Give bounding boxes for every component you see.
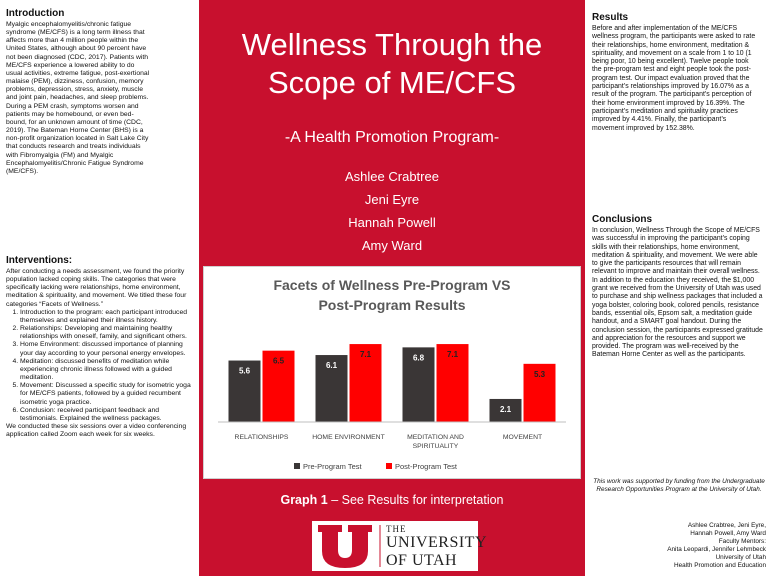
interventions-steps <box>6 309 192 423</box>
author-name: Jeni Eyre <box>364 192 420 207</box>
chart-legend <box>294 462 458 471</box>
title-line-2: Scope of ME/CFS <box>267 65 517 100</box>
author-name: Hannah Powell <box>348 215 436 230</box>
intervention-step: 2. Relationships: Developing and maintaining healthy relationships with oneself, family, and significant others. <box>20 325 192 341</box>
conclusions-heading: Conclusions <box>592 214 653 225</box>
conclusions-text: In conclusion, Wellness Through the Scope of ME/CFS was successful in improving the participant’s coping skills with their relationships, home environment, meditation & spirituality, and movement. We were able to give the participants resources that will remain relevant to improve and maintain their overall wellness. In addition to the education they received, the $1,000 grant we received from the University of Utah was used to purchase and ship wellness packages that included a yoga bolster, coloring book, colored pencils, resistance bands, essential oils, Epsom salt, a meditation guide handout, and a SMART goal handout. During the conclusion session, the participants expressed gratitude and appreciation for the resources and support we provided. The program was well-received by the Bateman Horne Center as well as the participants. <box>592 227 763 359</box>
intervention-step: 3. Home Environment: discussed importance of planning your day according to your personal energy envelopes. <box>20 341 192 357</box>
x-tick-label: MOVEMENT <box>502 434 543 441</box>
legend-swatch <box>294 463 300 469</box>
intervention-step: 6. Conclusion: received participant feedback and testimonials. Explained the wellness packages. <box>20 407 192 423</box>
introduction-text: Myalgic encephalomyelitis/chronic fatigue syndrome (ME/CFS) is a long term illness that affects more than 4 million people within the United States, although about 90 percent have not been diagnosed (CDC, 2017). Patients with ME/CFS experience a lowered ability to do usual activities, extreme fatigue, post-exertional malaise (PEM), dizziness, confusion, memory problems, depression, stress, anxiety, muscle and joint pain, headaches, and sleep problems. During a PEM crash, symptoms worsen and patients may be homebound, or even bed-bound, for an unknown amount of time (CDC, 2019). The Bateman Horne Center (BHS) is a non-profit organization located in Salt Lake City that conducts research and treats individuals with Fibromyalgia (FM) and Myalgic Encephalomyelitis/Chronic Fatigue Syndrome (ME/CFS). <box>6 21 150 175</box>
author-list <box>199 165 585 257</box>
poster-subtitle: -A Health Promotion Program- <box>284 129 500 146</box>
interventions-heading: Interventions: <box>6 255 73 266</box>
intervention-step: 5. Movement: Discussed a specific study for isometric yoga for ME/CFS patients, followed by a guided recumbent isometric yoga practice. <box>20 382 192 406</box>
title-panel <box>199 0 585 576</box>
intervention-step: 4. Meditation: discussed benefits of meditation while experiencing chronic illness followed with a guided meditation. <box>20 358 192 382</box>
introduction-section <box>6 8 192 176</box>
bar-chart <box>204 267 580 478</box>
chart-title-line-1: Facets of Wellness Pre-Program VS <box>273 277 511 293</box>
conclusions-section <box>592 214 764 360</box>
x-tick-label: MEDITATION AND <box>407 434 464 441</box>
logo-of-utah: OF UTAH <box>386 552 458 569</box>
caption-bold: Graph 1 <box>280 493 328 507</box>
x-tick-label: RELATIONSHIPS <box>234 434 289 441</box>
bar-value-label: 7.1 <box>359 350 372 360</box>
title-line-1: Wellness Through the <box>241 27 543 62</box>
results-section <box>592 12 764 133</box>
graph-caption <box>199 493 585 507</box>
interventions-section <box>6 255 192 439</box>
credit-line: Anita Leopardi, Jennifer Lehmbeck <box>667 546 766 553</box>
legend-label: Post-Program Test <box>395 462 457 471</box>
interventions-outro: We conducted these six sessions over a video conferencing application called Zoom each week for six weeks. <box>6 422 187 439</box>
results-text: Before and after implementation of the ME/CFS wellness program, the participants were asked to rate their relationships, home environment, meditation & spirituality, and movement on a scale from 1 to 10 (1 being poor, 10 being excellent). Twelve people took the pre-program test and eight people took the post-program test. Our impact evaluation proved that the participant’s relationships improved by 16.07% as a result of the program. The participant’s perception of their home environment improved by 16.39%. The participant’s meditation and spirituality practices improved by 4.41%. Finally, the participant’s movement improved by 152.38%. <box>592 25 756 132</box>
chart-title-line-2: Post-Program Results <box>318 297 466 313</box>
university-logo <box>312 521 487 571</box>
bar-value-label: 7.1 <box>446 350 459 360</box>
right-column <box>588 0 768 576</box>
author-name: Ashlee Crabtree <box>345 169 439 184</box>
intervention-step: 1. Introduction to the program: each participant introduced themselves and explained their illness history. <box>20 309 192 325</box>
credit-line: Ashlee Crabtree, Jeni Eyre, <box>687 522 766 529</box>
x-axis-labels <box>235 434 543 450</box>
poster-title <box>199 26 585 102</box>
x-tick-label: HOME ENVIRONMENT <box>312 434 385 441</box>
introduction-heading: Introduction <box>6 8 65 19</box>
bar-value-label: 6.8 <box>412 353 425 363</box>
logo-university: UNIVERSITY <box>386 534 487 551</box>
credits-block <box>592 522 766 570</box>
caption-rest: – See Results for interpretation <box>327 493 504 507</box>
credit-line: Hannah Powell, Amy Ward <box>690 530 766 537</box>
left-column <box>0 0 196 576</box>
bar-value-label: 2.1 <box>499 404 512 414</box>
bar-value-label: 6.5 <box>272 356 285 366</box>
credit-line: Faculty Mentors: <box>718 538 766 545</box>
legend-label: Pre-Program Test <box>303 462 362 471</box>
funding-acknowledgement: This work was supported by funding from the Undergraduate Research Opportunities Program at the University of Utah. <box>593 478 765 493</box>
results-heading: Results <box>592 12 629 23</box>
bar-value-label: 5.3 <box>533 369 546 379</box>
chart-container <box>203 266 581 479</box>
bar-value-label: 5.6 <box>238 366 251 376</box>
credit-line: Health Promotion and Education <box>673 562 766 569</box>
x-tick-label-line-2: SPIRITUALITY <box>412 443 459 450</box>
bar-value-label: 6.1 <box>325 361 338 371</box>
author-name: Amy Ward <box>361 238 423 253</box>
credit-line: University of Utah <box>715 554 766 561</box>
bars-group <box>229 344 556 422</box>
legend-swatch <box>386 463 392 469</box>
interventions-intro: After conducting a needs assessment, we found the priority population lacked coping skills. The categories that were specifically lacking were relationships, home environment, meditation & spirituality, and movement. We titled these four categories “Facets of Wellness.” <box>6 268 187 308</box>
logo-the: THE <box>386 524 407 534</box>
